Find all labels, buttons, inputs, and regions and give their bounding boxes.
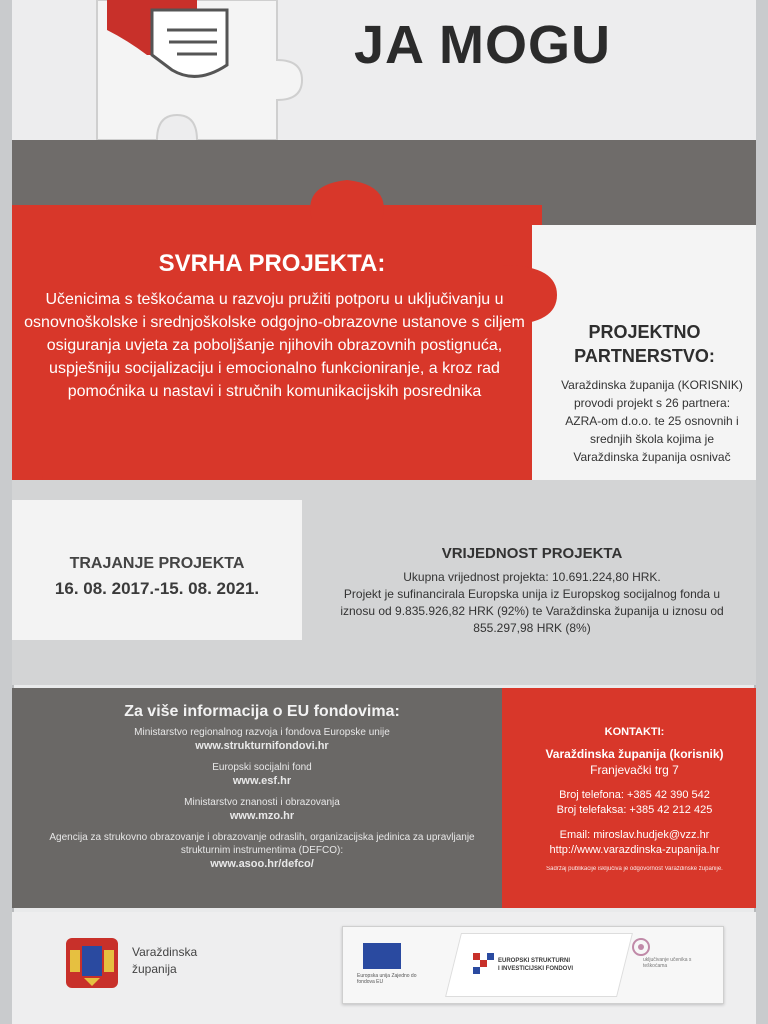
county-name-line2: županija [132,962,177,976]
info-item [32,726,492,753]
value-total: Ukupna vrijednost projekta: 10.691.224,80 HRK. [403,570,661,584]
esif-checker-icon [473,953,495,975]
school-project-icon [631,937,651,957]
contacts [517,726,752,872]
duration-dates: 16. 08. 2017.-15. 08. 2021. [54,579,260,598]
eu-caption: Europska unija Zajedno do fondova EU [357,973,417,985]
info-item-name: Europski socijalni fond [212,762,312,773]
esif-line2: I INVESTICIJSKI FONDOVI [498,966,574,972]
contacts-org: Varaždinska županija (korisnik) [545,747,724,761]
info-item-link[interactable]: www.asoo.hr/defco/ [210,858,314,870]
purpose-heading: SVRHA PROJEKTA: [158,250,386,277]
info-heading: Za više informacija o EU fondovima: [124,703,400,720]
info-item-name: Agencija za strukovno obrazovanje i obrazovanje odraslih, organizacijska jedinica za upravljanje strukturnim instrumentima (DEFCO): [49,832,475,856]
info-item [32,796,492,823]
info-item [32,761,492,788]
contacts-fax: Broj telefaksa: +385 42 212 425 [556,804,713,816]
county-name [132,944,197,978]
eu-flag-icon [363,943,401,969]
contacts-heading: KONTAKTI: [604,726,665,738]
county-name-line1: Varaždinska [132,945,198,959]
info-item-link[interactable]: www.strukturnifondovi.hr [195,740,329,752]
poster [12,0,756,1024]
contacts-address: Franjevački trg 7 [590,763,679,777]
info-item-link[interactable]: www.mzo.hr [229,810,295,822]
info-item-link[interactable]: www.esf.hr [232,775,292,787]
value-text [332,569,732,637]
handshake-puzzle-logo [77,0,327,150]
school-caption: uključivanje učenika s teškoćama [643,957,692,969]
info-item-name: Ministarstvo regionalnog razvoja i fondova Europske unije [134,727,390,738]
funding-logos [342,926,724,1004]
duration-heading: TRAJANJE PROJEKTA [69,555,245,572]
contacts-website[interactable]: http://www.varazdinska-zupanija.hr [549,844,720,856]
esif-text [498,957,573,973]
value-heading: VRIJEDNOST PROJEKTA [441,545,623,562]
partnership-text: Varaždinska županija (KORISNIK) provodi projekt s 26 partnera: AZRA-om d.o.o. te 25 osnovnih i srednjih škola kojima je Varaždinska županija osnivač [561,378,743,464]
county-crest-icon [62,932,122,992]
contacts-phone: Broj telefona: +385 42 390 542 [559,789,710,801]
info-item [32,831,492,871]
partnership-heading: PROJEKTNO PARTNERSTVO: [574,322,715,366]
esif-line1: EUROPSKI STRUKTURNI [498,958,571,964]
purpose-text: Učenicima s teškoćama u razvoju pružiti potporu u uključivanju u osnovnoškolske i srednjoškolske odgojno-obrazovne ustanove s ciljem osiguranja uvjeta za poboljšanje njihovih obrazovnih postignuća, uspješniju socijalizaciju i emocionalno funkcioniranje, a kroz rad pomoćnika u nastavi i stručnih komunikacijskih posrednika [24,291,525,400]
info-item-name: Ministarstvo znanosti i obrazovanja [184,797,340,808]
value-funding: Projekt je sufinancirala Europska unija iz Europskog socijalnog fonda u iznosu od 9.835.926,82 HRK (92%) te Varaždinska županija u iznosu od 855.297,98 HRK (8%) [340,587,724,635]
puzzle-tab-red [302,175,392,220]
contacts-email[interactable]: Email: miroslav.hudjek@vzz.hr [559,829,710,841]
poster-title: JA MOGU [354,15,612,75]
info-list [32,726,492,879]
disclaimer-note: Sadržaj publikacije isključiva je odgovornost Varaždinske županije. [546,866,723,872]
